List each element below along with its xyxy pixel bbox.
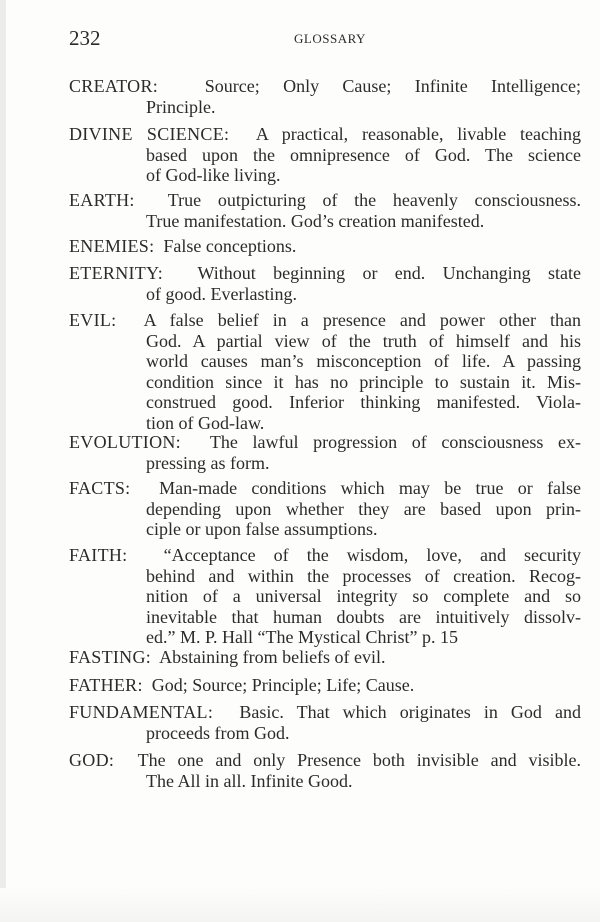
glossary-entry <box>69 750 581 791</box>
entry-first-line <box>69 647 581 668</box>
entry-continuation-line <box>146 165 581 186</box>
entry-definition-text: False conceptions. <box>163 236 297 256</box>
glossary-entry <box>69 478 581 540</box>
entry-definition-text: pressing as form. <box>146 452 270 473</box>
entry-definition-text: ciple or upon false assumptions. <box>146 519 378 540</box>
entry-definition-text: proceeds from God. <box>146 722 290 743</box>
entry-definition-text: behind and within the processes of creation. Recog- <box>146 565 581 586</box>
entry-definition-text: depending upon whether they are based upon prin- <box>146 498 581 519</box>
entry-definition-text: nition of a universal integrity so complete and so <box>146 586 581 607</box>
running-head: GLOSSARY <box>294 31 366 46</box>
entry-term: EVOLUTION: <box>69 432 181 452</box>
entry-first-line <box>69 190 581 211</box>
entry-definition-text: ed.” M. P. Hall “The Mystical Christ” p. 15 <box>146 627 458 648</box>
entry-definition-text: True outpicturing of the heavenly consciousness. <box>167 190 581 210</box>
entry-definition-text: tion of God-law. <box>146 412 265 433</box>
entry-definition-text: based upon the omnipresence of God. The science <box>146 144 581 165</box>
entry-definition-text: Man-made conditions which may be true or false <box>159 478 581 498</box>
glossary-entry <box>69 702 581 743</box>
entry-first-line <box>69 432 581 453</box>
entry-term: FACTS: <box>69 478 131 498</box>
entry-definition-text: A practical, reasonable, livable teaching <box>255 124 581 144</box>
entry-continuation-line <box>146 331 581 352</box>
entry-first-line <box>69 310 581 331</box>
entry-term: FAITH: <box>69 545 128 565</box>
entry-definition-text: of God-like living. <box>146 165 281 186</box>
entry-term: FASTING: <box>69 647 152 667</box>
entry-term: ENEMIES: <box>69 236 155 256</box>
glossary-entry <box>69 432 581 473</box>
entry-term: DIVINE SCIENCE: <box>69 124 230 144</box>
entry-term: CREATOR: <box>69 76 159 96</box>
entry-continuation-line <box>146 413 581 434</box>
entry-first-line <box>69 750 581 771</box>
entry-term: GOD: <box>69 750 115 770</box>
entry-definition-text: “Acceptance of the wisdom, love, and security <box>163 545 581 565</box>
entry-definition-text: God. A partial view of the truth of himself and his <box>146 330 581 351</box>
glossary-entry <box>69 236 581 257</box>
entry-definition-text: construed good. Inferior thinking manifested. Viola- <box>146 392 581 413</box>
entry-definition-text: world causes man’s misconception of life. A passing <box>146 351 581 372</box>
entry-first-line <box>69 76 581 97</box>
entry-continuation-line <box>146 284 581 305</box>
entry-definition-text: condition since it has no principle to sustain it. Mis- <box>146 371 581 392</box>
entry-term: ETERNITY: <box>69 263 164 283</box>
entry-definition-text: The one and only Presence both invisible and visible. <box>137 750 581 770</box>
entry-definition-text: Abstaining from beliefs of evil. <box>159 647 386 667</box>
entry-definition-text: The lawful progression of consciousness ex- <box>209 432 581 452</box>
entry-definition-text: Without beginning or end. Unchanging state <box>197 263 581 283</box>
page-bottom-edge <box>0 888 600 922</box>
entry-continuation-line <box>146 771 581 792</box>
glossary-entry <box>69 124 581 186</box>
glossary-entry <box>69 190 581 231</box>
glossary-entry <box>69 647 581 668</box>
entry-definition-text: Principle. <box>146 96 216 117</box>
entry-term: EARTH: <box>69 190 135 210</box>
entry-definition-text: Basic. That which originates in God and <box>239 702 581 722</box>
glossary-entry <box>69 545 581 648</box>
entry-first-line <box>69 545 581 566</box>
entry-continuation-line <box>146 566 581 587</box>
entry-continuation-line <box>146 145 581 166</box>
entry-continuation-line <box>146 351 581 372</box>
entry-continuation-line <box>146 499 581 520</box>
entry-continuation-line <box>146 97 581 118</box>
entry-continuation-line <box>146 453 581 474</box>
scan-edge <box>0 0 6 922</box>
entry-definition-text: The All in all. Infinite Good. <box>146 770 353 791</box>
entry-term: FUNDAMENTAL: <box>69 702 214 722</box>
entry-definition-text: of good. Everlasting. <box>146 283 297 304</box>
entry-continuation-line <box>146 607 581 628</box>
entry-first-line <box>69 478 581 499</box>
entry-definition-text: A false belief in a presence and power other than <box>143 310 581 330</box>
entry-continuation-line <box>146 627 581 648</box>
entry-first-line <box>69 124 581 145</box>
entry-continuation-line <box>146 392 581 413</box>
entry-continuation-line <box>146 211 581 232</box>
entry-definition-text: inevitable that human doubts are intuitively dissolv- <box>146 606 581 627</box>
entry-first-line <box>69 675 581 696</box>
entry-definition-text: Source; Only Cause; Infinite Intelligence; <box>204 76 581 96</box>
glossary-entry <box>69 310 581 434</box>
entry-continuation-line <box>146 372 581 393</box>
entry-term: EVIL: <box>69 310 117 330</box>
entry-term: FATHER: <box>69 675 143 695</box>
glossary-entry <box>69 675 581 696</box>
glossary-entry <box>69 263 581 304</box>
entry-first-line <box>69 702 581 723</box>
entry-continuation-line <box>146 723 581 744</box>
entry-first-line <box>69 263 581 284</box>
entry-definition-text: God; Source; Principle; Life; Cause. <box>151 675 415 695</box>
entry-continuation-line <box>146 586 581 607</box>
glossary-entry <box>69 76 581 117</box>
entry-continuation-line <box>146 519 581 540</box>
entry-definition-text: True manifestation. God’s creation manifested. <box>146 210 485 231</box>
entry-first-line <box>69 236 581 257</box>
page-number: 232 <box>69 26 101 50</box>
